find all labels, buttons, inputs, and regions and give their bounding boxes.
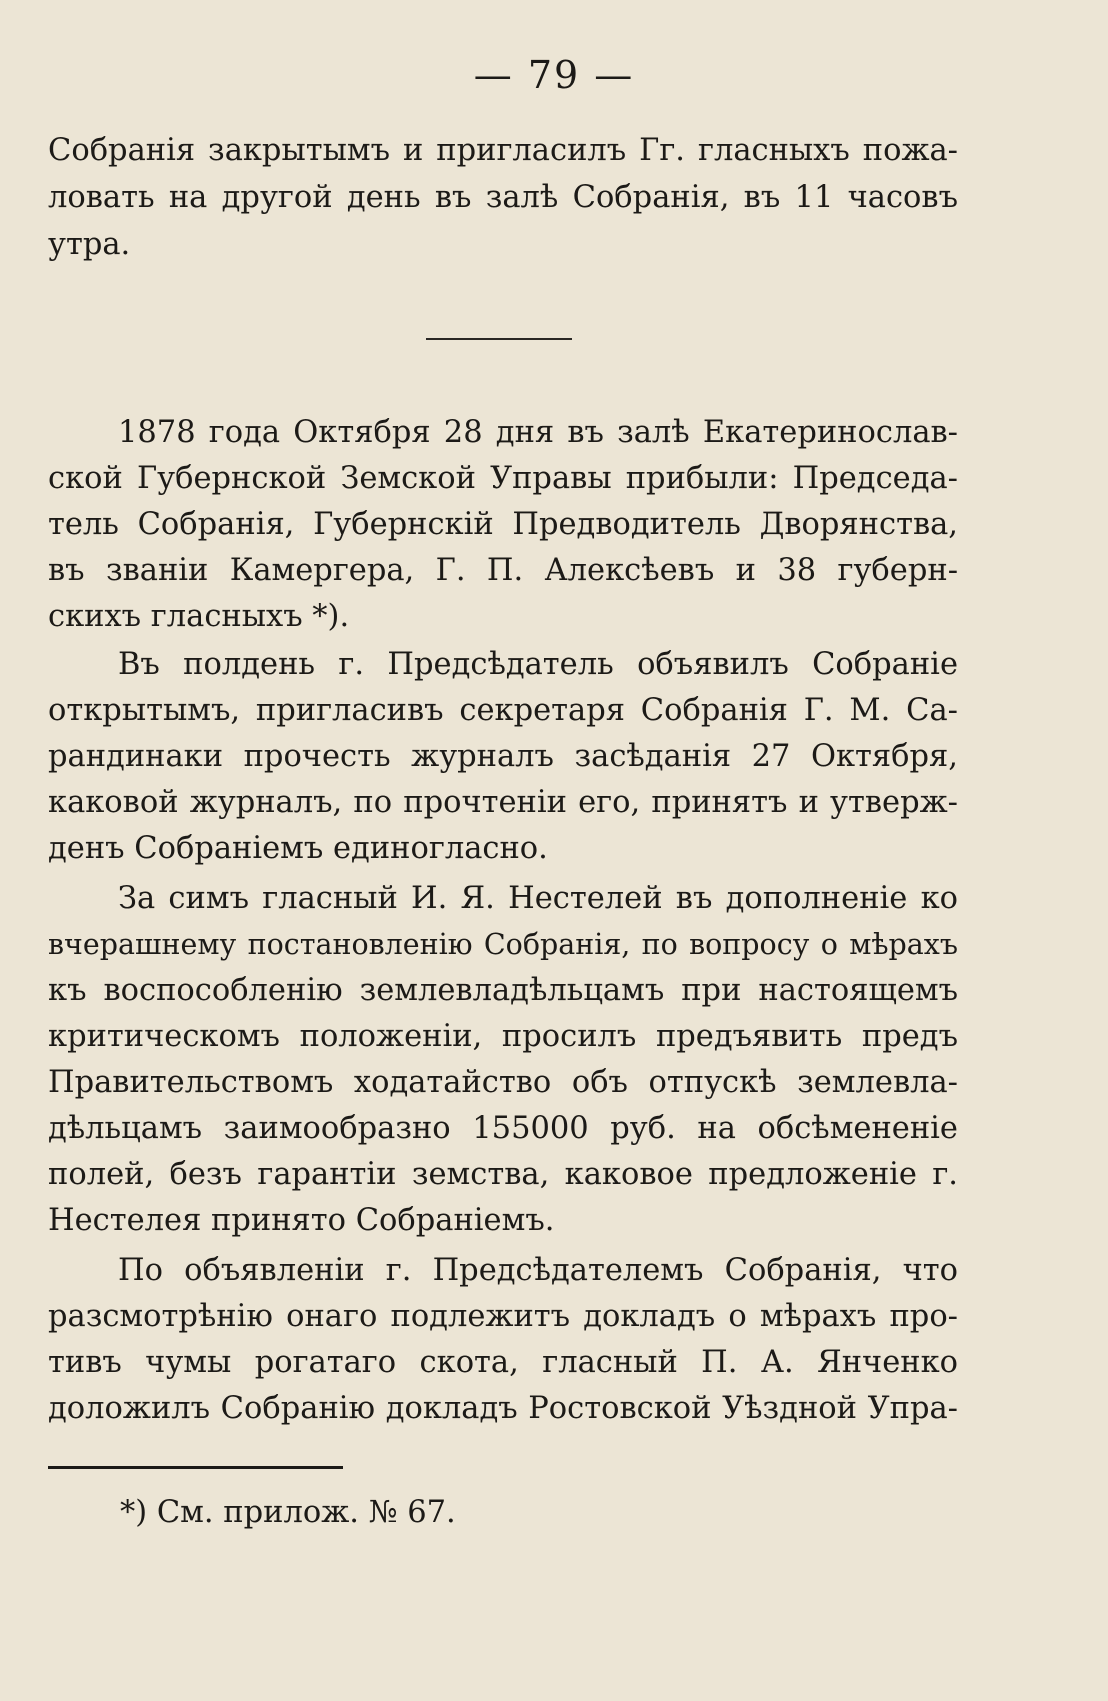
text-line: Правительствомъ ходатайство объ отпускѣ землевла- [48,1065,958,1100]
text-line: вчерашнему постановленію Собранія, по вопросу о мѣрахъ [48,928,958,961]
text-line: утра. [48,227,131,262]
text-line: открытымъ, пригласивъ секретаря Собранія Г. М. Са- [48,693,958,728]
text-line: ской Губернской Земской Управы прибыли: Председа- [48,461,958,496]
text-line: скихъ гласныхъ *). [48,599,350,634]
text-line: тель Собранія, Губернскій Предводитель Дворянства, [48,507,958,542]
footnote-divider [48,1466,343,1469]
text-line: Собранія закрытымъ и пригласилъ Гг. гласныхъ пожа- [48,133,958,168]
footnote: *) См. прилож. № 67. [120,1495,456,1530]
text-line: въ званіи Камергера, Г. П. Алексѣевъ и 38 губерн- [48,553,958,588]
text-line: рандинаки прочесть журналъ засѣданія 27 Октября, [48,739,958,774]
text-line: ловать на другой день въ залѣ Собранія, въ 11 часовъ [48,180,958,215]
text-line: 1878 года Октября 28 дня въ залѣ Екатеринослав- [118,415,958,450]
section-divider [426,338,572,340]
text-line: По объявленіи г. Предсѣдателемъ Собранія, что [118,1253,958,1288]
text-line: Нестелея принято Собраніемъ. [48,1203,555,1238]
text-line: къ воспособленію землевладѣльцамъ при настоящемъ [48,973,958,1008]
text-line: разсмотрѣнію онаго подлежитъ докладъ о мѣрахъ про- [48,1299,958,1334]
text-line: денъ Собраніемъ единогласно. [48,831,548,866]
text-line: каковой журналъ, по прочтеніи его, принятъ и утверж- [48,785,958,820]
text-line: За симъ гласный И. Я. Нестелей въ дополненіе ко [118,881,958,916]
text-line: дѣльцамъ заимообразно 155000 руб. на обсѣмененіе [48,1111,958,1146]
text-line: доложилъ Собранію докладъ Ростовской Уѣздной Упра- [48,1391,958,1426]
page-number: — 79 — [473,53,635,97]
text-line: полей, безъ гарантіи земства, каковое предложеніе г. [48,1157,958,1192]
text-line: критическомъ положеніи, просилъ предъявить предъ [48,1019,958,1054]
text-line: тивъ чумы рогатаго скота, гласный П. А. Янченко [48,1345,958,1380]
text-line: Въ полдень г. Предсѣдатель объявилъ Собраніе [118,647,958,682]
